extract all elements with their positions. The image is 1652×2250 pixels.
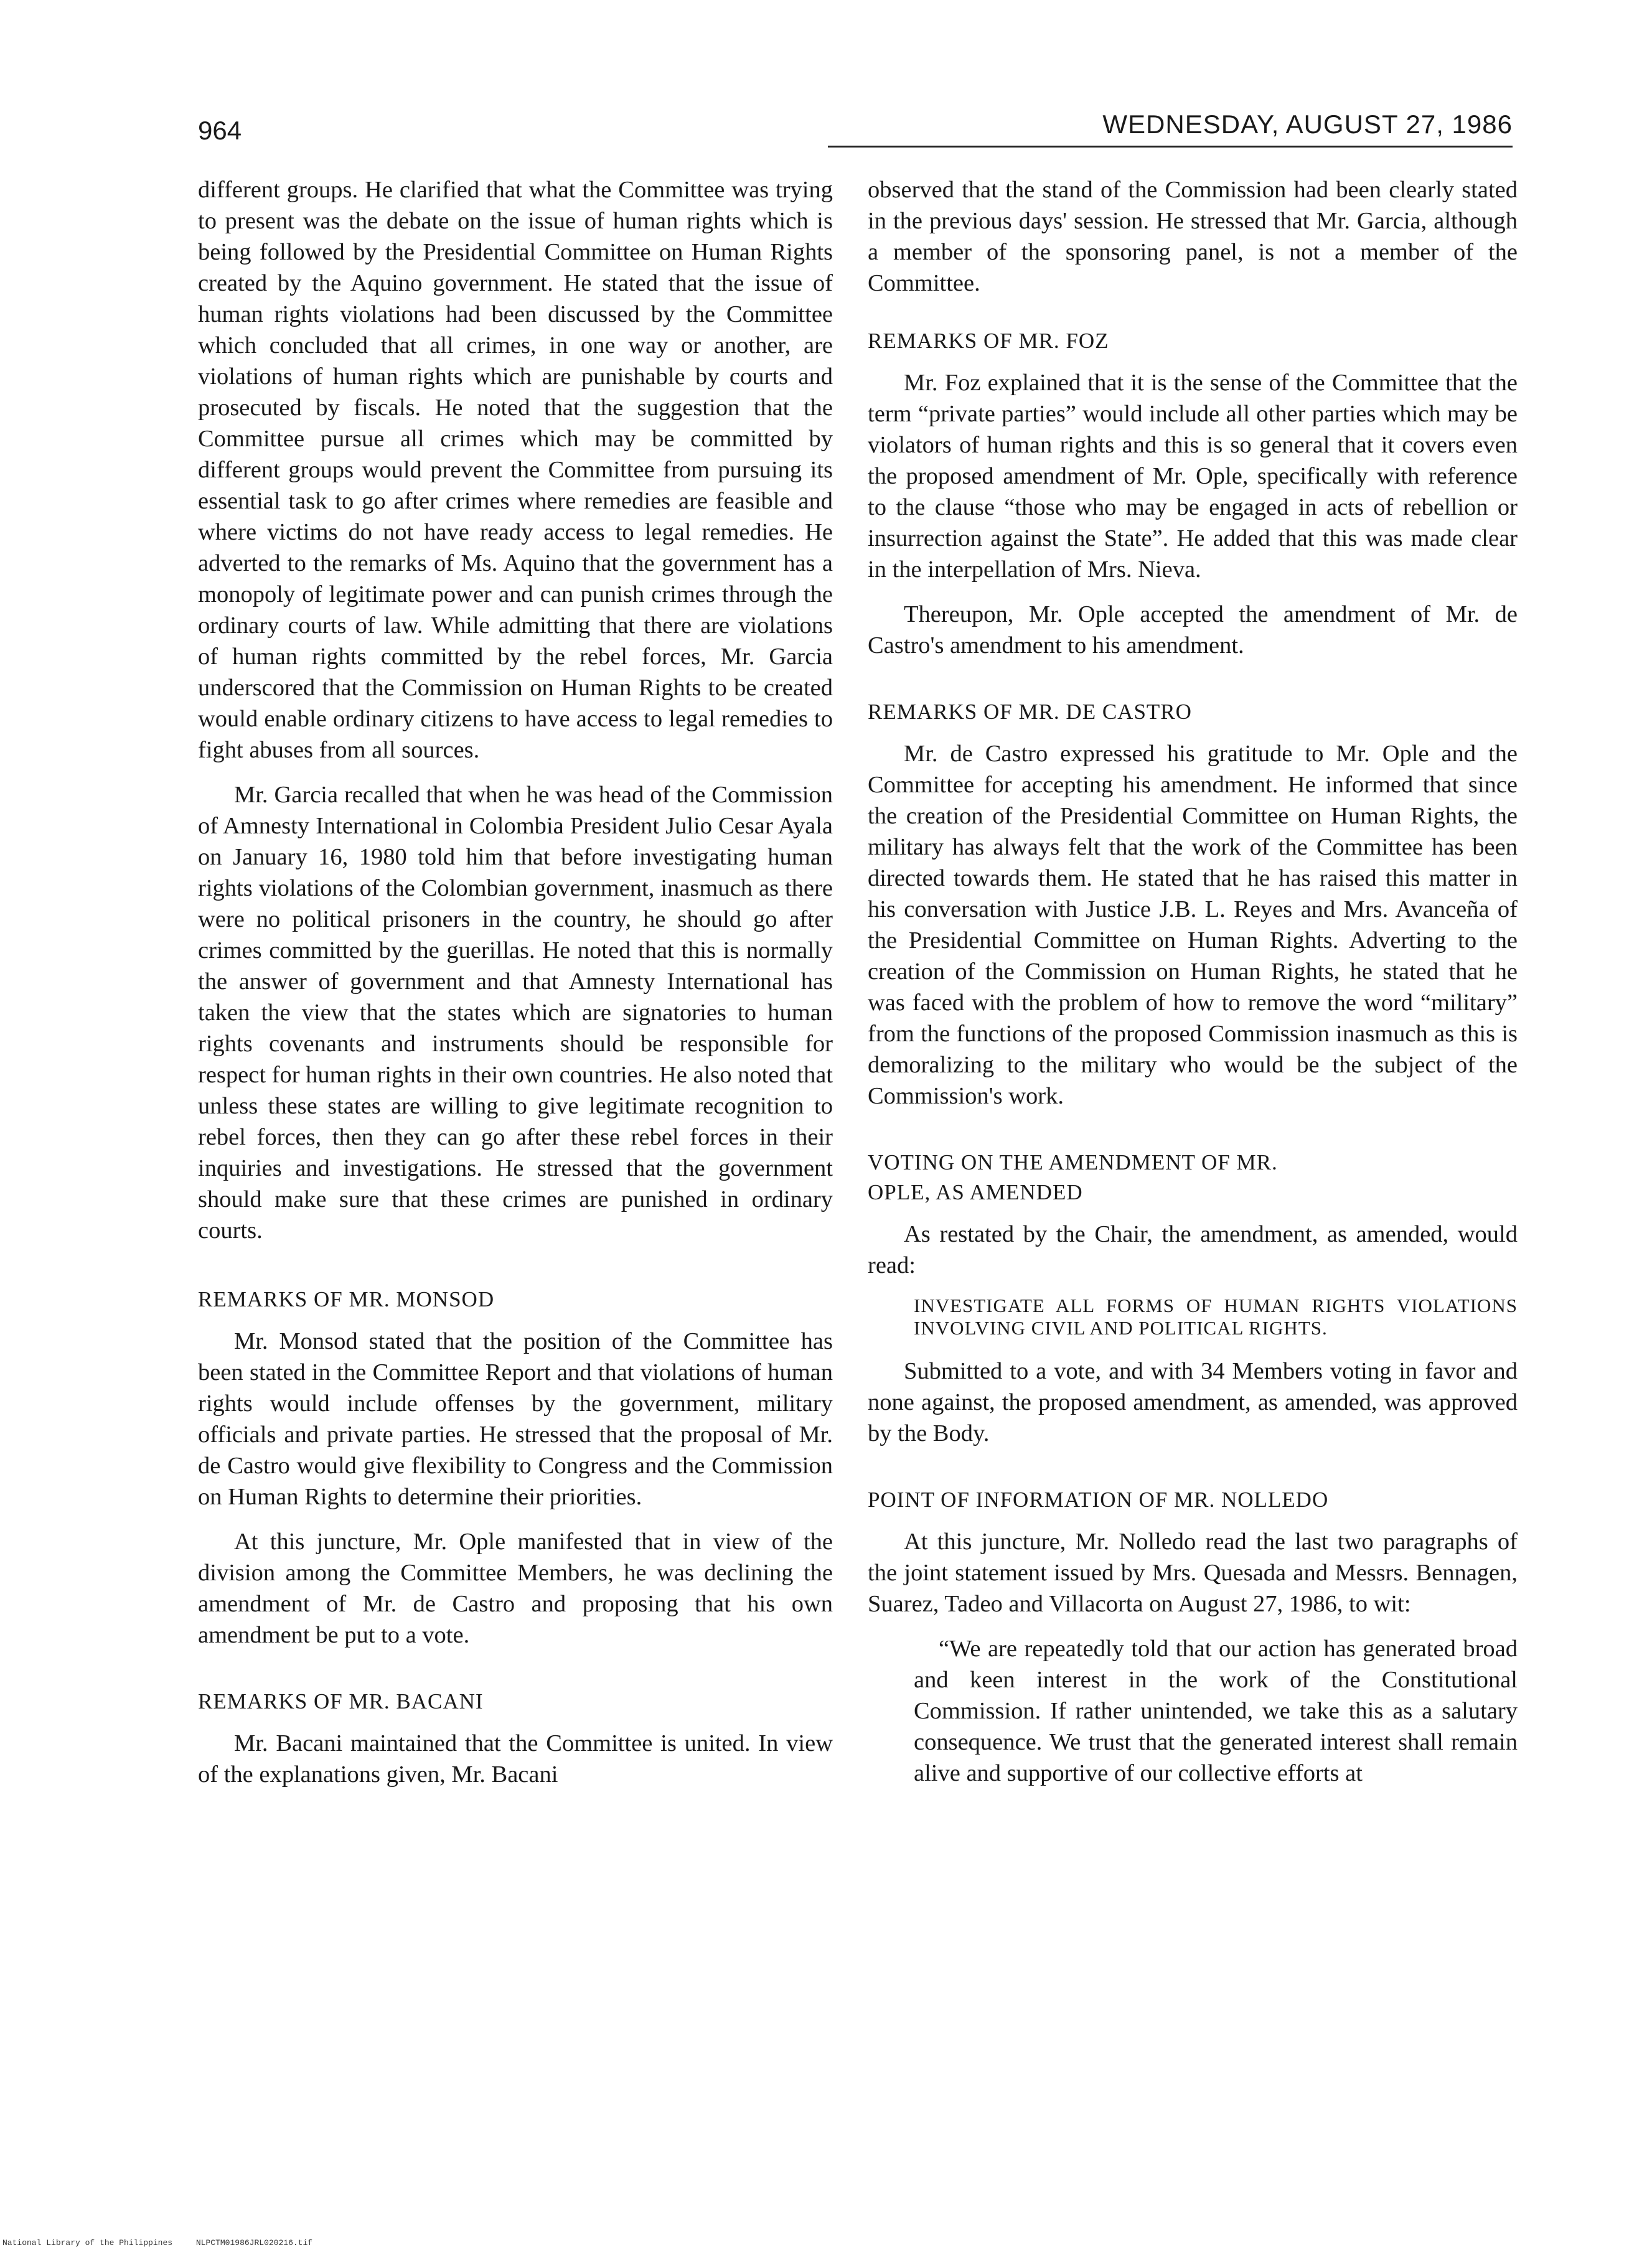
paragraph: Thereupon, Mr. Ople accepted the amendment of Mr. de Castro's amendment to his amendment.	[868, 601, 1518, 659]
section-heading: POINT OF INFORMATION OF MR. NOLLEDO	[868, 1488, 1329, 1512]
paragraph: At this juncture, Mr. Ople manifested that in view of the division among the Committee Members, he was declining the amendment of Mr. de Castro and proposing that his own amendment be put to a vote.	[198, 1529, 833, 1648]
section-heading: REMARKS OF MR. DE CASTRO	[868, 700, 1192, 724]
header-rule	[828, 146, 1513, 148]
page-number: 964	[198, 116, 242, 145]
section-heading: REMARKS OF MR. FOZ	[868, 329, 1109, 353]
paragraph: Mr. Bacani maintained that the Committee is united. In view of the explanations given, Mr. Bacani	[198, 1730, 833, 1788]
left-column	[198, 174, 833, 1804]
paragraph: Mr. de Castro expressed his gratitude to Mr. Ople and the Committee for accepting his amendment. He informed that since the creation of the Presidential Committee on Human Rights, the military has always felt that the work of the Committee has been directed towards them. He stated that he has raised this matter in his conversation with Justice J.B. L. Reyes and Mrs. Avanceña of the Presidential Committee on Human Rights. Adverting to the creation of the Commission on Human Rights, he stated that he was faced with the problem of how to remove the word “military” from the functions of the proposed Commission inasmuch as this is demoralizing to the military who would be the subject of the Commission's work.	[868, 741, 1518, 1109]
paragraph: Submitted to a vote, and with 34 Members voting in favor and none against, the proposed amendment, as amended, was approved by the Body.	[868, 1358, 1518, 1446]
paragraph: Mr. Foz explained that it is the sense of the Committee that the term “private parties” would include all other parties which may be violators of human rights and this is so general that it covers even the proposed amendment of Mr. Ople, specifically with reference to the clause “those who may be engaged in acts of rebellion or insurrection against the State”. He added that this was made clear in the interpellation of Mrs. Nieva.	[868, 370, 1518, 583]
paragraph: Mr. Garcia recalled that when he was head of the Commission of Amnesty International in Colombia President Julio Cesar Ayala on January 16, 1980 told him that before investigating human rights violations of the Colombian government, inasmuch as there were no political prisoners in the country, he should go after crimes committed by the guerillas. He noted that this is normally the answer of government and that Amnesty International has taken the view that the states which are signatories to human rights covenants and instruments should be responsible for respect for human rights in their own countries. He also noted that unless these states are willing to give legitimate recognition to rebel forces, then they can go after these rebel forces in their inquiries and investigations. He stressed that the government should make sure that these crimes are punished in ordinary courts.	[198, 782, 833, 1244]
quote-paragraph: “We are repeatedly told that our action has generated broad and keen interest in the work of the Constitutional Commission. If rather unintended, we take this as a salutary consequence. We trust that the generated interest shall remain alive and supportive of our collective efforts at	[914, 1636, 1518, 1786]
section-heading: REMARKS OF MR. BACANI	[198, 1689, 484, 1713]
paragraph: At this juncture, Mr. Nolledo read the last two paragraphs of the joint statement issued by Mrs. Quesada and Messrs. Bennagen, Suarez, Tadeo and Villacorta on August 27, 1986, to wit:	[868, 1529, 1518, 1617]
section-heading: VOTING ON THE AMENDMENT OF MR. OPLE, AS AMENDED	[868, 1150, 1278, 1204]
section-heading: REMARKS OF MR. MONSOD	[198, 1287, 495, 1311]
block-quote	[914, 1633, 1518, 1789]
amendment-text: INVESTIGATE ALL FORMS OF HUMAN RIGHTS VIOLATIONS INVOLVING CIVIL AND POLITICAL RIGHTS.	[914, 1295, 1518, 1339]
paragraph: Mr. Monsod stated that the position of the Committee has been stated in the Committee Report and that violations of human rights would include offenses by the government, military officials and private parties. He stressed that the proposal of Mr. de Castro would give flexibility to Congress and the Commission on Human Rights to determine their priorities.	[198, 1328, 833, 1510]
library-credit: National Library of the Philippines	[2, 2238, 173, 2248]
header-date: WEDNESDAY, AUGUST 27, 1986	[1102, 110, 1513, 139]
file-name: NLPCTM01986JRL020216.tif	[195, 2238, 313, 2248]
paragraph: As restated by the Chair, the amendment, as amended, would read:	[868, 1221, 1518, 1278]
scan-footer	[2, 2238, 312, 2248]
right-column	[868, 174, 1518, 1802]
paragraph: observed that the stand of the Commission had been clearly stated in the previous days' session. He stressed that Mr. Garcia, although a member of the sponsoring panel, is not a member of the Committee.	[868, 177, 1518, 296]
paragraph: different groups. He clarified that what the Committee was trying to present was the debate on the issue of human rights which is being followed by the Presidential Committee on Human Rights created by the Aquino government. He stated that the issue of human rights violations had been discussed by the Committee which concluded that all crimes, in one way or another, are violations of human rights which are punishable by courts and prosecuted by fiscals. He noted that the suggestion that the Committee pursue all crimes which may be committed by different groups would prevent the Committee from pursuing its essential task to go after crimes where remedies are feasible and where victims do not have ready access to legal remedies. He adverted to the remarks of Ms. Aquino that the government has a monopoly of legitimate power and can punish crimes through the ordinary courts of law. While admitting that there are violations of human rights committed by the rebel forces, Mr. Garcia underscored that the Commission on Human Rights to be created would enable ordinary citizens to have access to legal remedies to fight abuses from all sources.	[198, 177, 833, 763]
